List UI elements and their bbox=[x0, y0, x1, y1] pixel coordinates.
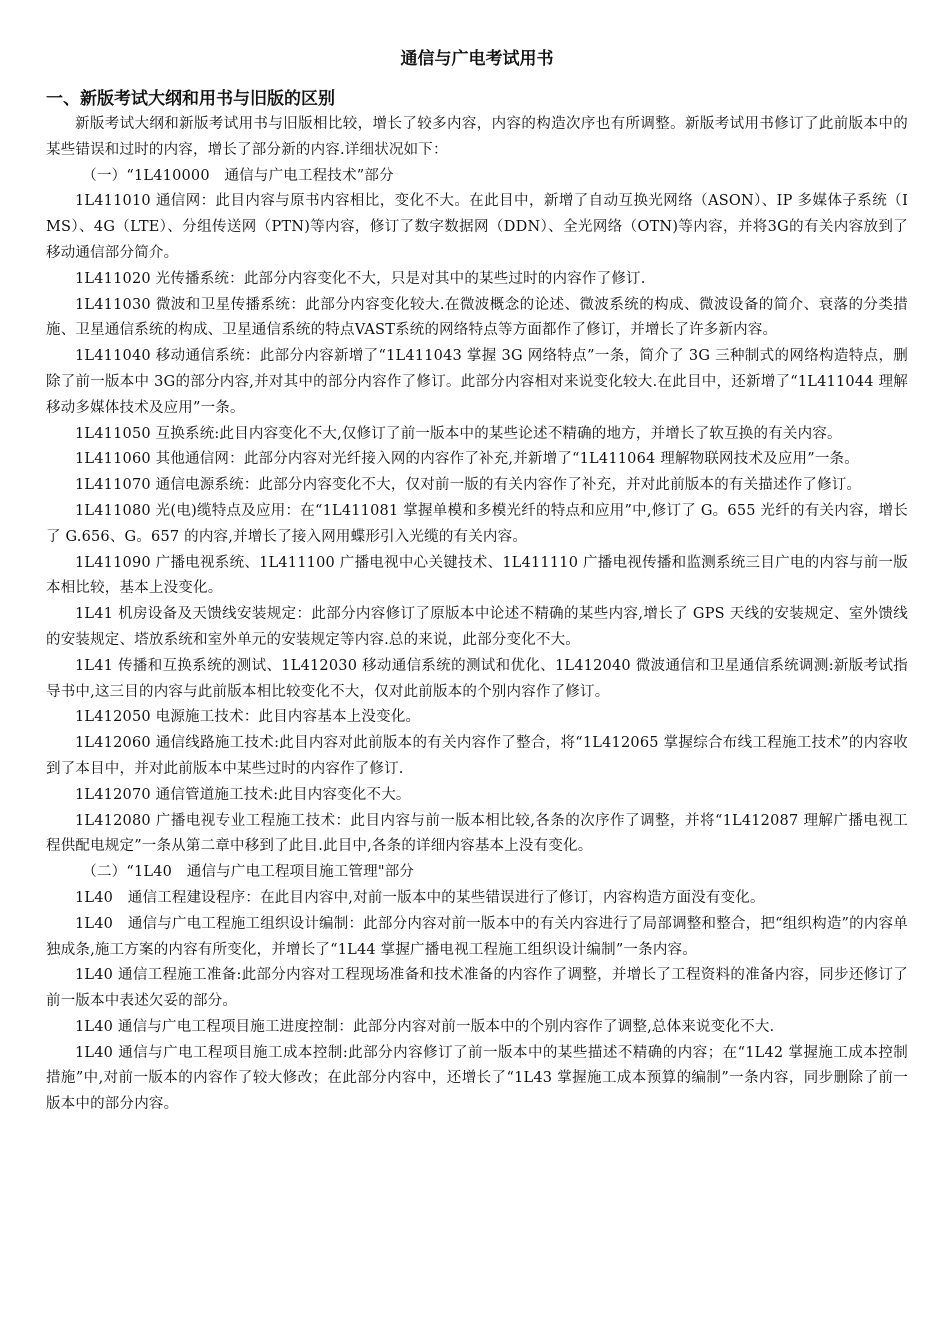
document-title: 通信与广电考试用书 bbox=[400, 49, 554, 69]
paragraph-1l411080: 1L411080 光(电)缆特点及应用：在“1L411081 掌握单模和多模光纤的特点和应用”中,修订了 G。655 光纤的有关内容，增长了 G.656、G。657 的内容,并增长了接入网用蝶形引入光缆的有关内容。 bbox=[46, 502, 908, 545]
paragraph-1l412060: 1L412060 通信线路施工技术:此目内容对此前版本的有关内容作了整合，将“1L412065 掌握综合布线工程施工技术”的内容收到了本目中，并对此前版本中某些过时的内容作了修订. bbox=[46, 735, 908, 777]
paragraph-1l40-organization-design: 1L40 通信与广电工程施工组织设计编制：此部分内容对前一版本中的有关内容进行了局部调整和整合，把“组织构造”的内容单独成条,施工方案的内容有所变化，并增长了“1L44 掌握广播电视工程施工组织设计编制”一条内容。 bbox=[46, 915, 908, 958]
intro-paragraph: 新版考试大纲和新版考试用书与旧版相比较，增长了较多内容，内容的构造次序也有所调整。新版考试用书修订了此前版本中的某些错误和过时的内容，增长了部分新的内容.详细状况如下： bbox=[46, 116, 908, 158]
paragraph-1l40-preparation: 1L40 通信工程施工准备:此部分内容对工程现场准备和技术准备的内容作了调整，并增长了工程资料的准备内容，同步还修订了前一版本中表述欠妥的部分。 bbox=[46, 967, 908, 1010]
paragraph-1l412070: 1L412070 通信管道施工技术:此目内容变化不大。 bbox=[75, 786, 411, 803]
paragraph-1l411020: 1L411020 光传播系统：此部分内容变化不大，只是对其中的某些过时的内容作了修订. bbox=[75, 270, 646, 287]
paragraph-1l411010: 1L411010 通信网：此目内容与原书内容相比，变化不大。在此目中，新增了自动互换光网络（ASON）、IP 多媒体子系统（IMS）、4G（LTE）、分组传送网（PTN)等内容，修订了数字数据网（DDN）、全光网络（OTN)等内容，并将3G的有关内容放到了移动通信部分简介。 bbox=[46, 193, 908, 261]
paragraph-1l40-schedule-control: 1L40 通信与广电工程项目施工进度控制：此部分内容对前一版本中的个别内容作了调整,总体来说变化不大. bbox=[75, 1018, 775, 1035]
paragraph-1l411050: 1L411050 互换系统:此目内容变化不大,仅修订了前一版本中的某些论述不精确的地方，并增长了软互换的有关内容。 bbox=[75, 425, 842, 442]
paragraph-1l411040: 1L411040 移动通信系统：此部分内容新增了“1L411043 掌握 3G 网络特点”一条，简介了 3G 三种制式的网络构造特点，删除了前一版本中 3G的部分内容,并对其中的部分内容作了修订。此部分内容相对来说变化较大.在此目中，还新增了“1L411044 理解移动多媒体技术及应用”一条。 bbox=[46, 348, 908, 416]
paragraph-1l41-testing: 1L41 传播和互换系统的测试、1L412030 移动通信系统的测试和优化、1L412040 微波通信和卫星通信系统调测:新版考试指导书中,这三目的内容与此前版本相比较变化不大，仅对此前版本的个别内容作了修订。 bbox=[46, 657, 908, 700]
paragraph-1l40-construction-procedure: 1L40 通信工程建设程序：在此目内容中,对前一版本中的某些错误进行了修订，内容构造方面没有变化。 bbox=[75, 889, 765, 906]
subsection-heading-management: （二）“1L40 通信与广电工程项目施工管理"部分 bbox=[82, 864, 415, 881]
paragraph-1l411060: 1L411060 其他通信网：此部分内容对光纤接入网的内容作了补充,并新增了“1L411064 理解物联网技术及应用”一条。 bbox=[75, 451, 859, 468]
section-heading: 一、新版考试大纲和用书与旧版的区别 bbox=[46, 89, 335, 109]
paragraph-1l411090: 1L411090 广播电视系统、1L411100 广播电视中心关键技术、1L411110 广播电视传播和监测系统三目广电的内容与前一版本相比较，基本上没变化。 bbox=[46, 554, 908, 597]
paragraph-1l41-equipment: 1L41 机房设备及天馈线安装规定：此部分内容修订了原版本中论述不精确的某些内容,增长了 GPS 天线的安装规定、室外馈线的安装规定、塔放系统和室外单元的安装规定等内容.总的来说，此部分变化不大。 bbox=[46, 606, 908, 648]
paragraph-1l40-cost-control: 1L40 通信与广电工程项目施工成本控制:此部分内容修订了前一版本中的某些描述不精确的内容；在“1L42 掌握施工成本控制措施”中,对前一版本的内容作了较大修改；在此部分内容中，还增长了“1L43 掌握施工成本预算的编制”一条内容，同步删除了前一版本中的部分内容。 bbox=[46, 1044, 908, 1113]
paragraph-1l411070: 1L411070 通信电源系统：此部分内容变化不大，仅对前一版的有关内容作了补充，并对此前版本的有关描述作了修订。 bbox=[75, 477, 862, 494]
paragraph-1l412080: 1L412080 广播电视专业工程施工技术：此目内容与前一版本相比较,各条的次序作了调整，并将“1L412087 理解广播电视工程供配电规定”一条从第二章中移到了此目.此目中,各条的详细内容基本上没有变化。 bbox=[46, 812, 908, 855]
subsection-heading-technology: （一）“1L410000 通信与广电工程技术”部分 bbox=[82, 167, 394, 184]
paragraph-1l412050: 1L412050 电源施工技术：此目内容基本上没变化。 bbox=[75, 709, 421, 726]
paragraph-1l411030: 1L411030 微波和卫星传播系统：此部分内容变化较大.在微波概念的论述、微波系统的构成、微波设备的简介、衰落的分类措施、卫星通信系统的构成、卫星通信系统的特点VAST系统的网络特点等方面都作了修订，并增长了许多新内容。 bbox=[46, 296, 908, 339]
document-page bbox=[46, 46, 908, 1118]
